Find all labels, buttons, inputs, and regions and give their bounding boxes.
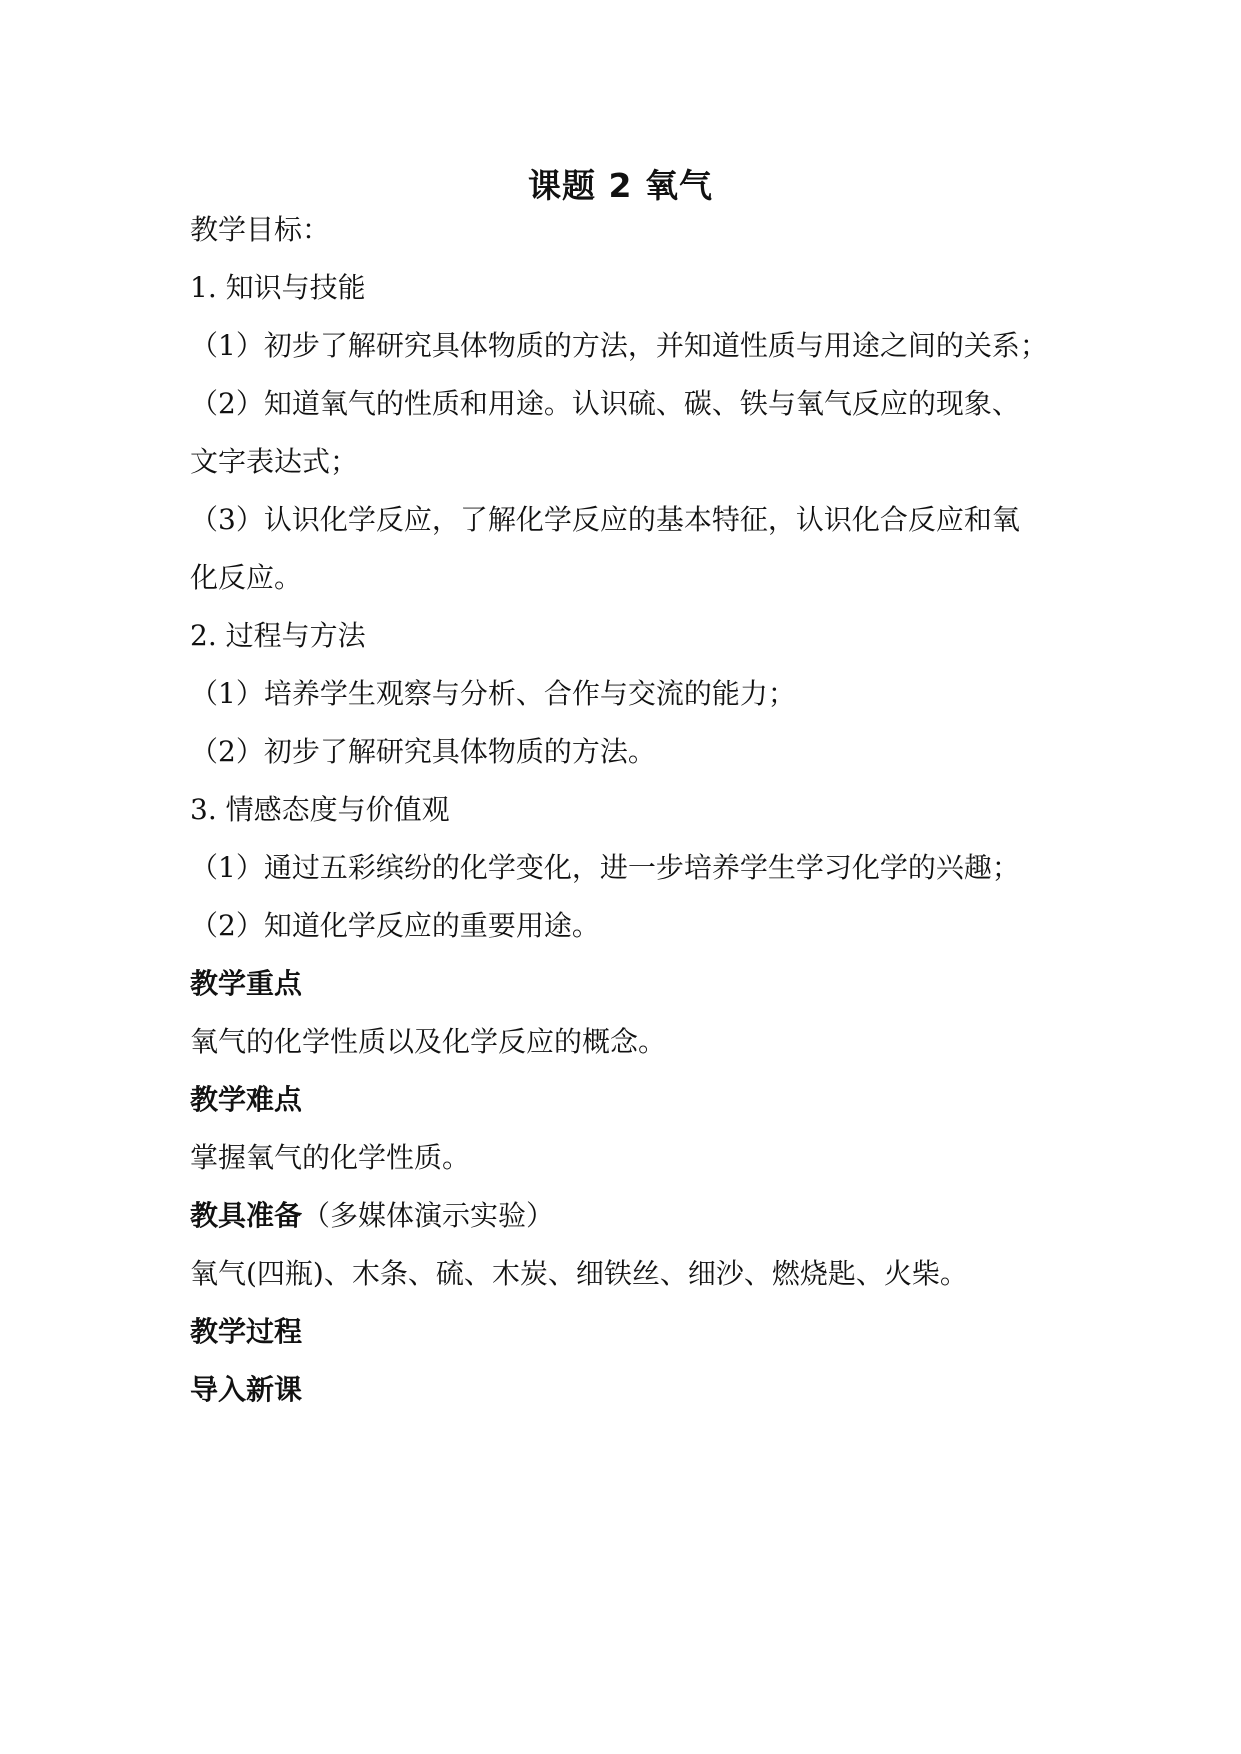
key-points-text: 氧气的化学性质以及化学反应的概念。 <box>190 1025 667 1058</box>
intro-heading: 导入新课 <box>190 1373 303 1406</box>
materials-note: （多媒体演示实验） <box>302 1199 555 1232</box>
section3-item1: （1）通过五彩缤纷的化学变化，进一步培养学生学习化学的兴趣； <box>190 851 1020 884</box>
materials-text: 氧气(四瓶)、木条、硫、木炭、细铁丝、细沙、燃烧匙、火柴。 <box>190 1257 968 1290</box>
section3-heading: 3. 情感态度与价值观 <box>190 793 450 826</box>
section1-heading: 1. 知识与技能 <box>190 271 366 304</box>
section2-item2: （2）初步了解研究具体物质的方法。 <box>190 735 656 768</box>
section2-item1: （1）培养学生观察与分析、合作与交流的能力； <box>190 677 796 710</box>
document-title: 课题 2 氧气 <box>528 166 713 205</box>
section1-item3-line2: 化反应。 <box>190 561 303 594</box>
difficulties-text: 掌握氧气的化学性质。 <box>190 1141 471 1174</box>
process-heading: 教学过程 <box>190 1315 303 1348</box>
objectives-heading: 教学目标： <box>190 213 331 246</box>
section2-heading: 2. 过程与方法 <box>190 619 366 652</box>
materials-heading: 教具准备 <box>190 1199 303 1232</box>
key-points-heading: 教学重点 <box>190 967 303 1000</box>
section1-item3-line1: （3）认识化学反应，了解化学反应的基本特征，认识化合反应和氧 <box>190 503 1020 536</box>
section3-item2: （2）知道化学反应的重要用途。 <box>190 909 600 942</box>
difficulties-heading: 教学难点 <box>190 1083 303 1116</box>
section1-item2-line1: （2）知道氧气的性质和用途。认识硫、碳、铁与氧气反应的现象、 <box>190 387 1020 420</box>
section1-item2-line2: 文字表达式； <box>190 445 359 478</box>
section1-item1: （1）初步了解研究具体物质的方法，并知道性质与用途之间的关系； <box>190 329 1048 362</box>
materials-heading-line <box>190 1198 1070 1234</box>
